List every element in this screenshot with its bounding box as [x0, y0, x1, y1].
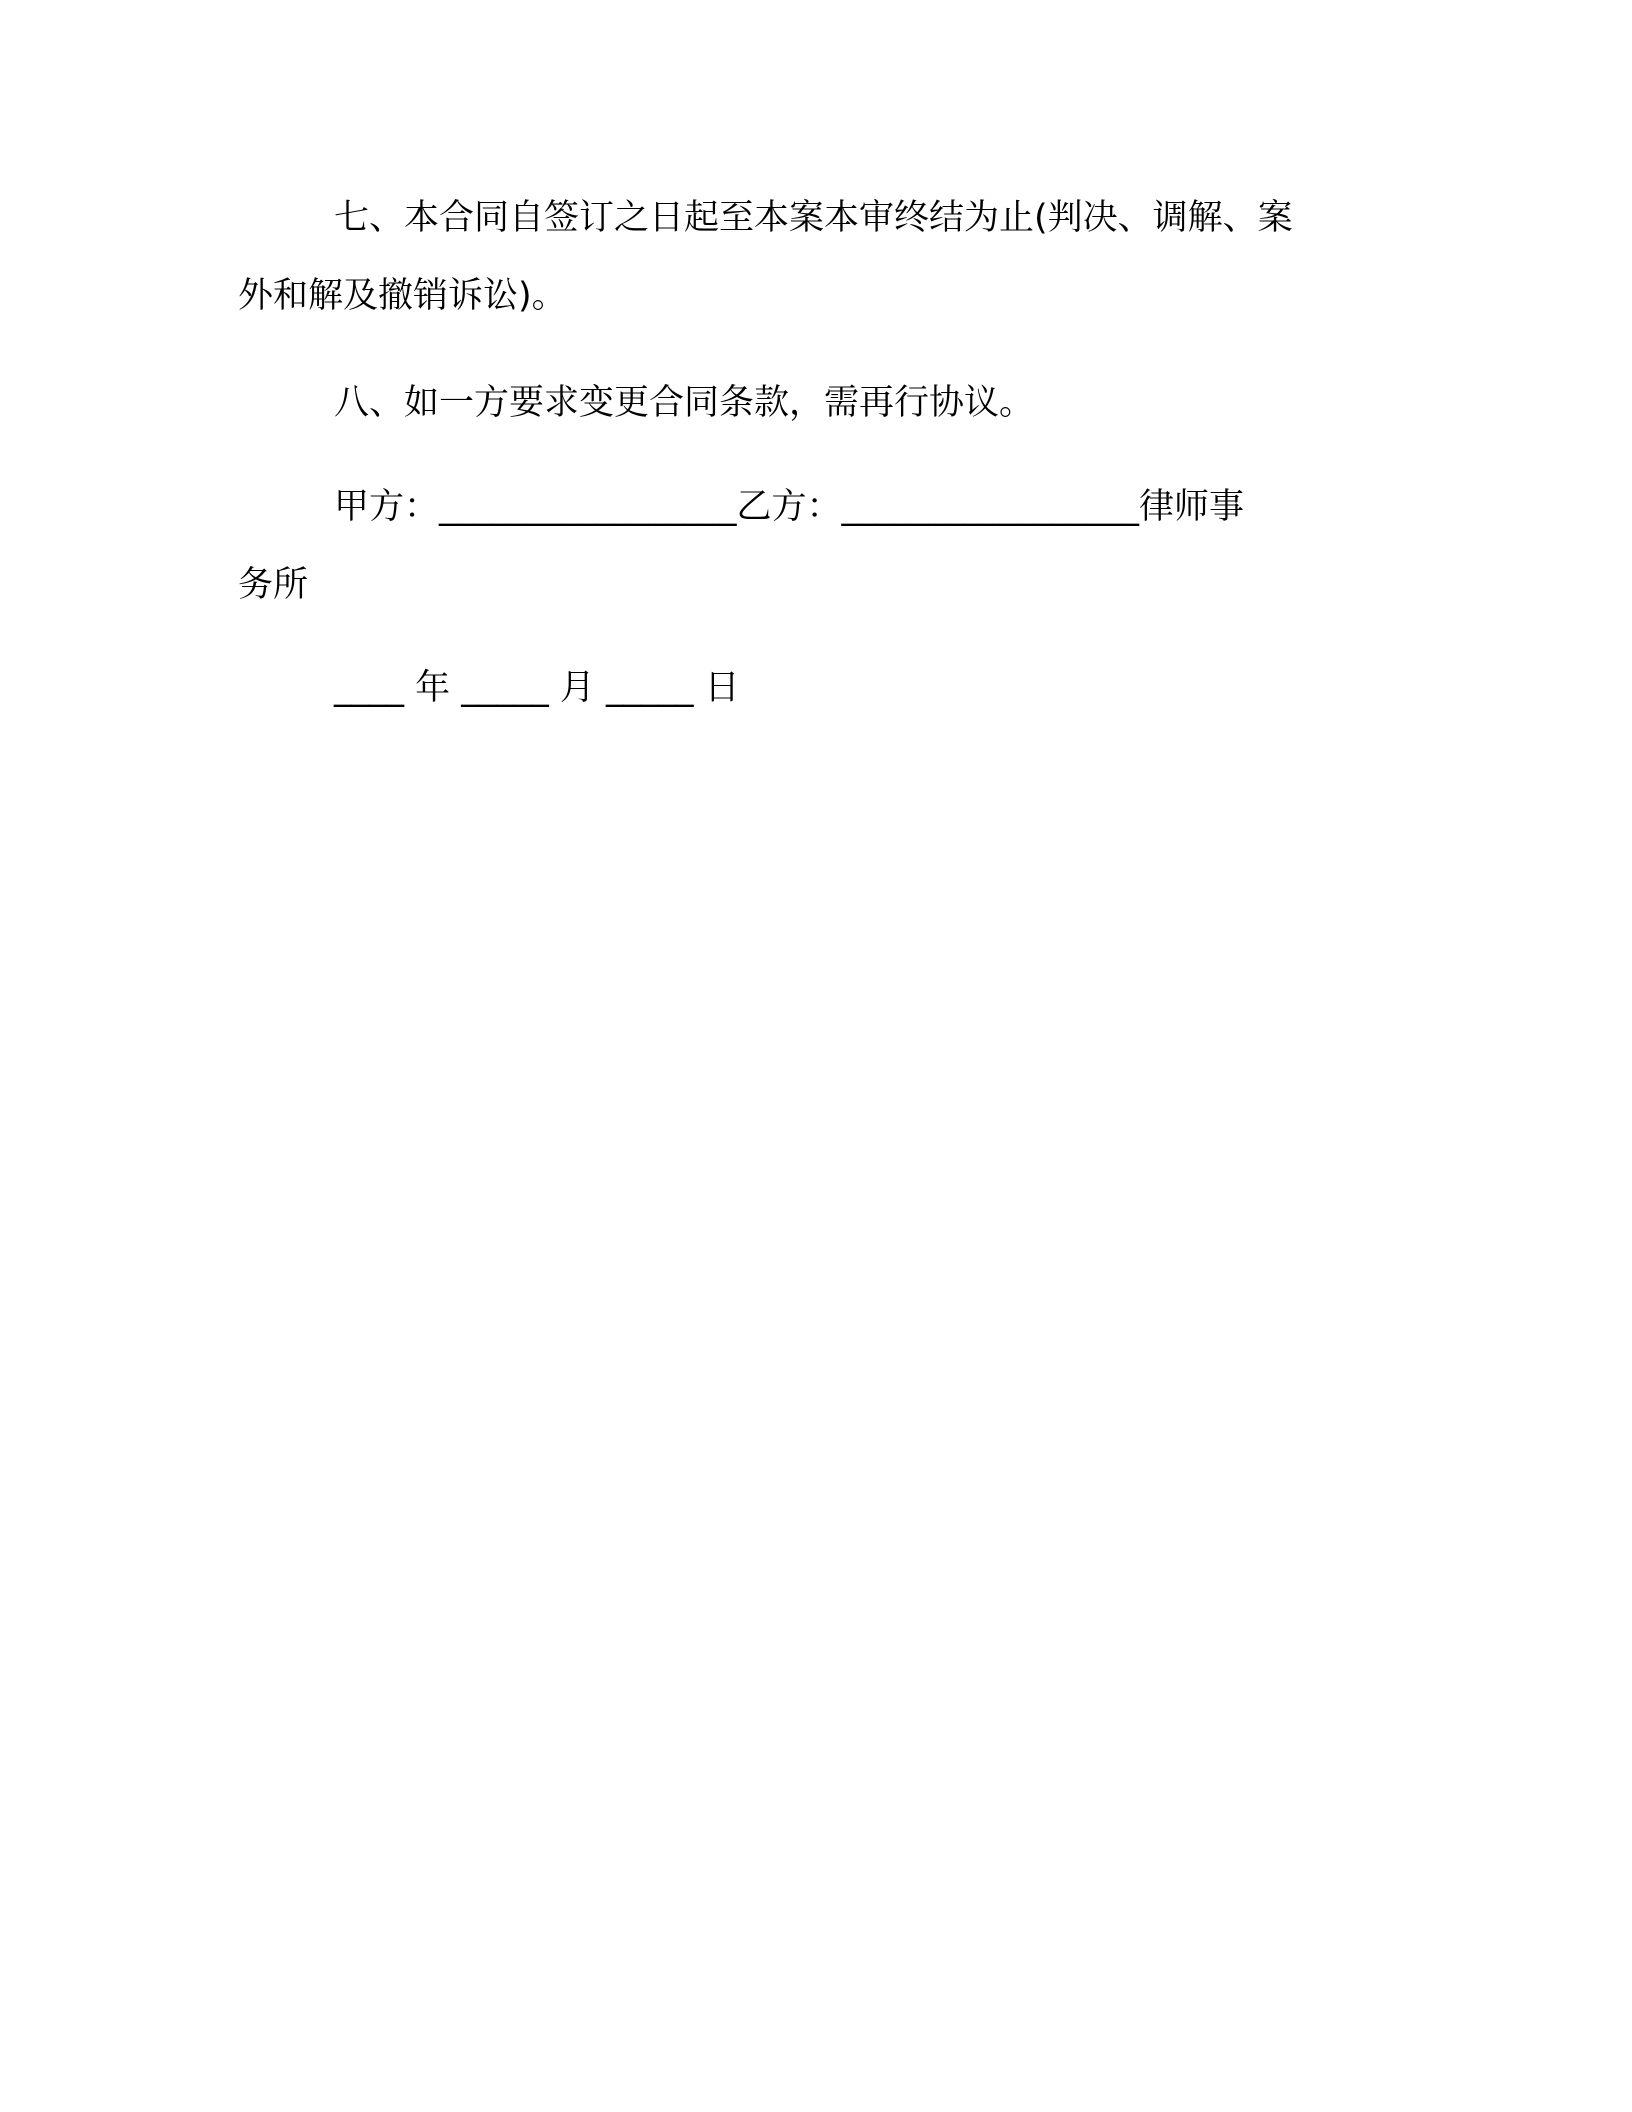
- clause-7-paragraph: [238, 179, 1388, 335]
- clause-8-line-1: 八、如一方要求变更合同条款，需再行协议。: [334, 383, 1035, 423]
- signature-paragraph: [238, 468, 1388, 624]
- signature-line-1: 甲方：_________________乙方：_________________律师事: [334, 487, 1245, 527]
- date-line: ____ 年 _____ 月 _____ 日: [334, 668, 740, 708]
- clause-7-line-1: 七、本合同自签订之日起至本案本审终结为止(判决、调解、案: [334, 198, 1293, 238]
- date-paragraph: [238, 649, 1388, 727]
- clause-7-line-2: 外和解及撤销诉讼)。: [238, 276, 567, 316]
- signature-line-2: 务所: [238, 565, 309, 605]
- clause-8-paragraph: [238, 364, 1388, 442]
